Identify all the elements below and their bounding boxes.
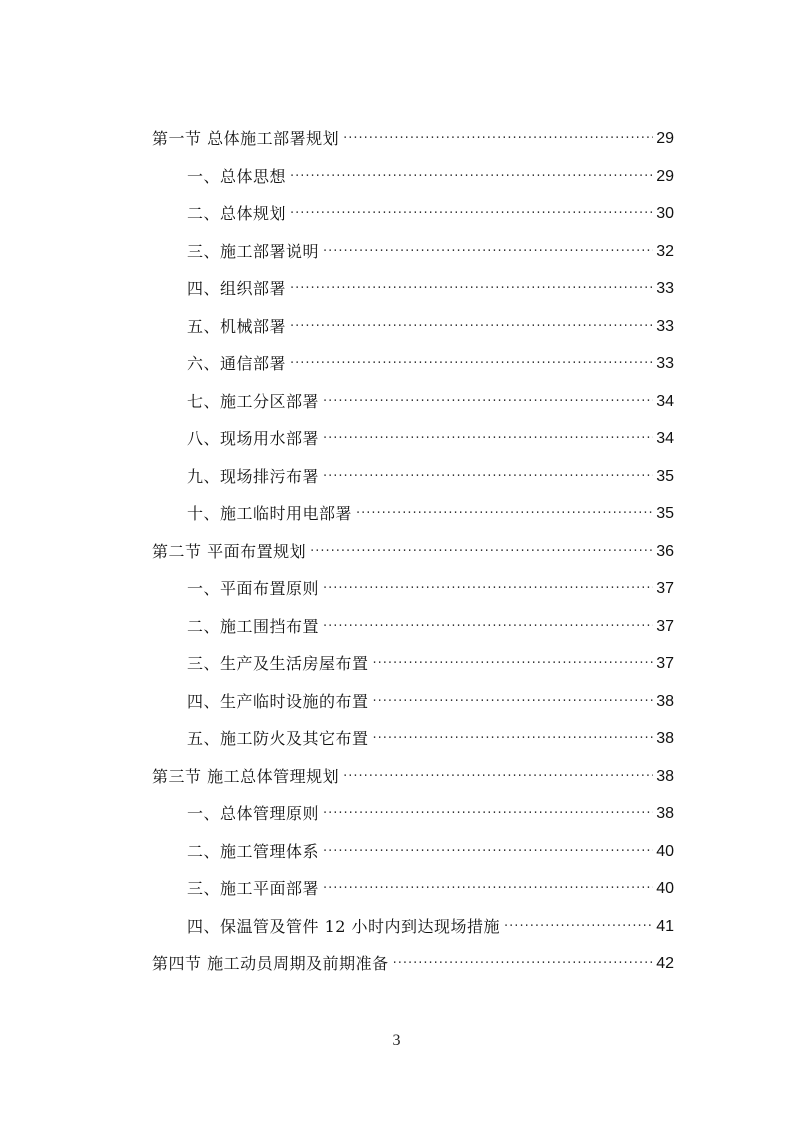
toc-entry[interactable] (187, 164, 674, 190)
toc-entry-page: 33 (656, 280, 674, 297)
toc-entry-title: 三、生产及生活房屋布置 (187, 654, 369, 673)
dot-leader (290, 351, 653, 377)
toc-entry[interactable] (187, 876, 674, 902)
toc-entry[interactable] (187, 614, 674, 640)
toc-entry-page: 32 (656, 243, 674, 260)
toc-entry-title: 四、组织部署 (187, 279, 287, 298)
toc-entry-page: 42 (656, 955, 674, 972)
toc-entry-title: 二、总体规划 (187, 204, 287, 223)
dot-leader (323, 614, 653, 640)
dot-leader (290, 164, 653, 190)
page-number: 3 (392, 1032, 401, 1049)
dot-leader (290, 201, 653, 227)
toc-entry[interactable] (187, 726, 674, 752)
toc-entry-page: 29 (656, 130, 674, 147)
toc-entry-title: 第二节 平面布置规划 (152, 542, 307, 561)
toc-entry-title: 七、施工分区部署 (187, 392, 320, 411)
dot-leader (373, 651, 654, 677)
toc-entry[interactable] (187, 426, 674, 452)
dot-leader (323, 801, 653, 827)
toc-entry[interactable] (187, 501, 674, 527)
toc-entry-title: 一、总体管理原则 (187, 804, 320, 823)
toc-entry-page: 35 (656, 468, 674, 485)
dot-leader (343, 764, 653, 790)
dot-leader (373, 726, 654, 752)
toc-entry-title: 第一节 总体施工部署规划 (152, 129, 340, 148)
toc-entry-title: 二、施工管理体系 (187, 842, 320, 861)
toc-entry-page: 29 (656, 168, 674, 185)
toc-entry[interactable] (187, 801, 674, 827)
dot-leader (310, 539, 653, 565)
toc-entry-page: 37 (656, 655, 674, 672)
dot-leader (393, 951, 654, 977)
toc-entry[interactable] (187, 651, 674, 677)
toc-entry-title: 四、保温管及管件 12 小时内到达现场措施 (187, 917, 501, 936)
toc-entry[interactable] (187, 389, 674, 415)
toc-entry[interactable] (152, 539, 674, 565)
toc-entry-page: 36 (656, 543, 674, 560)
dot-leader (323, 389, 653, 415)
toc-entry-page: 41 (656, 918, 674, 935)
toc-entry[interactable] (152, 764, 674, 790)
dot-leader (323, 839, 653, 865)
dot-leader (323, 464, 653, 490)
dot-leader (323, 576, 653, 602)
toc-entry[interactable] (187, 276, 674, 302)
toc-entry[interactable] (187, 464, 674, 490)
toc-entry-title: 第四节 施工动员周期及前期准备 (152, 954, 389, 973)
toc-entry[interactable] (187, 914, 674, 940)
dot-leader (373, 689, 654, 715)
toc-entry-page: 35 (656, 505, 674, 522)
toc-entry[interactable] (187, 314, 674, 340)
toc-entry-page: 37 (656, 580, 674, 597)
dot-leader (323, 426, 653, 452)
toc-entry[interactable] (187, 576, 674, 602)
toc-entry-title: 六、通信部署 (187, 354, 287, 373)
dot-leader (323, 239, 653, 265)
toc-entry-title: 九、现场排污布署 (187, 467, 320, 486)
dot-leader (504, 914, 653, 940)
toc-entry-title: 一、平面布置原则 (187, 579, 320, 598)
toc-entry-title: 八、现场用水部署 (187, 429, 320, 448)
toc-entry-title: 五、施工防火及其它布置 (187, 729, 369, 748)
dot-leader (343, 126, 653, 152)
toc-entry-page: 37 (656, 618, 674, 635)
toc-entry-page: 40 (656, 843, 674, 860)
toc-entry[interactable] (187, 689, 674, 715)
toc-entry-title: 三、施工部署说明 (187, 242, 320, 261)
toc-entry-title: 二、施工围挡布置 (187, 617, 320, 636)
toc-entry-page: 34 (656, 430, 674, 447)
toc-entry-title: 一、总体思想 (187, 167, 287, 186)
toc-entry-page: 38 (656, 805, 674, 822)
dot-leader (290, 276, 653, 302)
toc-entry-title: 五、机械部署 (187, 317, 287, 336)
toc-entry-page: 34 (656, 393, 674, 410)
toc-entry-page: 38 (656, 768, 674, 785)
toc-entry[interactable] (152, 126, 674, 152)
toc-entry-page: 30 (656, 205, 674, 222)
toc-entry[interactable] (187, 239, 674, 265)
toc-entry-page: 33 (656, 355, 674, 372)
toc-entry[interactable] (187, 839, 674, 865)
dot-leader (356, 501, 653, 527)
toc-entry-title: 十、施工临时用电部署 (187, 504, 353, 523)
toc-entry-title: 四、生产临时设施的布置 (187, 692, 369, 711)
dot-leader (323, 876, 653, 902)
toc-entry-page: 40 (656, 880, 674, 897)
toc-entry-title: 第三节 施工总体管理规划 (152, 767, 340, 786)
toc-entry[interactable] (187, 351, 674, 377)
toc-entry-page: 33 (656, 318, 674, 335)
toc-entry-page: 38 (656, 693, 674, 710)
toc-entry[interactable] (152, 951, 674, 977)
toc-entry-page: 38 (656, 730, 674, 747)
toc-entry-title: 三、施工平面部署 (187, 879, 320, 898)
dot-leader (290, 314, 653, 340)
toc-entry[interactable] (187, 201, 674, 227)
